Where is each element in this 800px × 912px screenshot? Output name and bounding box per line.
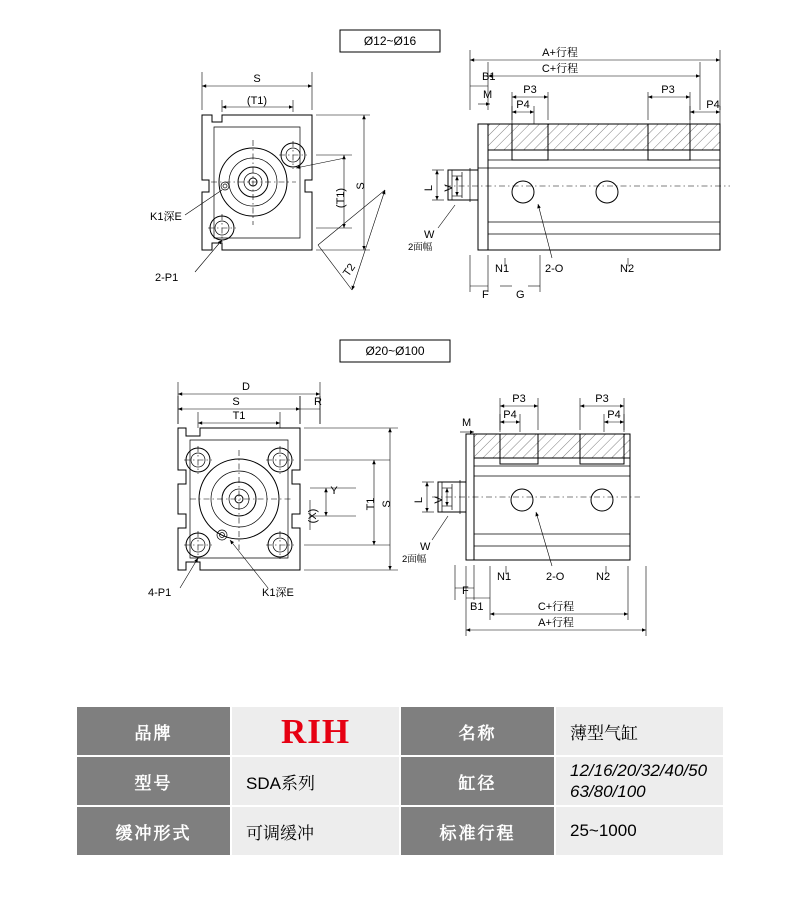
label-2-o-top: 2-O [545,263,564,275]
label-2-face-width-top: 2面幅 [408,242,433,253]
dim-d-bottom: D [242,381,250,393]
dim-a-stroke-bottom: A+行程 [538,617,574,629]
top-side-view [408,45,730,301]
dim-x-bottom: (X) [307,508,319,524]
dim-p3-left-top: P3 [523,84,537,96]
dim-s-right-bottom: S [381,500,393,508]
dim-r-bottom: R [314,396,322,408]
spec-label-bore: 缸径 [400,756,555,806]
label-w-top: W [424,229,435,241]
top-front-view [150,72,385,290]
label-b1-bottom: B1 [470,601,484,613]
spec-value-cushion: 可调缓冲 [231,806,400,856]
dim-c-stroke-bottom: C+行程 [537,601,575,613]
spec-value-standard-stroke: 25~1000 [555,806,724,856]
dim-t1-right-bottom: T1 [365,497,377,511]
label-f-top: F [482,289,489,301]
label-k1-depth-e-top: K1深E [150,211,182,223]
spec-label-name: 名称 [400,706,555,756]
section-title-top [340,30,440,52]
dim-t1-top: (T1) [246,95,268,107]
label-n2-bottom: N2 [596,571,611,583]
label-n1-bottom: N1 [497,571,512,583]
dim-p4-right-bottom: P4 [607,409,621,421]
label-n2-top: N2 [620,263,635,275]
dim-l-top: L [423,184,435,192]
section-title-bottom-label: Ø20~Ø100 [365,344,425,358]
dim-s-top: S [253,73,261,85]
table-row [76,806,724,856]
spec-table [75,705,725,857]
spec-value-name: 薄型气缸 [555,706,724,756]
label-b1-top: B1 [482,71,496,83]
dim-p3-right-top: P3 [661,84,675,96]
section-title-bottom [340,340,450,362]
dim-t2: T2 [340,261,359,279]
dim-l-bottom: L [413,496,425,504]
dim-p4-right-top: P4 [706,99,720,111]
dim-p4-left-bottom: P4 [503,409,517,421]
brand-logo-text: RIH [280,711,351,751]
label-2-face-width-bottom: 2面幅 [402,554,427,565]
spec-value-brand [231,706,400,756]
spec-label-standard-stroke: 标准行程 [400,806,555,856]
spec-value-bore-line2: 63/80/100 [570,782,646,801]
dim-c-stroke-top: C+行程 [541,63,579,75]
label-k1-depth-e-bottom: K1深E [262,587,294,599]
label-n1-top: N1 [495,263,510,275]
dim-t1-right: (T1) [335,187,347,209]
spec-label-brand: 品牌 [76,706,231,756]
table-row [76,706,724,756]
dim-v-top: V [443,184,455,192]
label-2-p1-top: 2-P1 [155,272,179,284]
section-title-top-label: Ø12~Ø16 [363,34,417,48]
dim-s-bottom: S [232,396,240,408]
spec-value-bore-line1: 12/16/20/32/40/50 [570,760,708,780]
label-g-top: G [516,289,525,301]
label-w-bottom: W [420,541,431,553]
bottom-front-view [148,381,398,599]
dim-p3-left-bottom: P3 [512,393,526,405]
label-m-bottom: M [462,417,472,429]
table-row [76,756,724,806]
label-2-o-bottom: 2-O [546,571,565,583]
dim-t1-top-bottom: T1 [232,410,246,422]
bottom-side-view [402,393,646,636]
spec-value-bore [555,756,724,806]
dim-a-stroke-top: A+行程 [542,47,578,59]
spec-label-model: 型号 [76,756,231,806]
dim-p4-left-top: P4 [516,99,530,111]
spec-label-cushion: 缓冲形式 [76,806,231,856]
dim-p3-right-bottom: P3 [595,393,609,405]
label-f-bottom: F [462,585,469,597]
dim-v-bottom: V [433,496,445,504]
label-m-top: M [483,89,493,101]
label-4-p1-bottom: 4-P1 [148,587,172,599]
dim-s-right: S [355,182,367,190]
spec-value-model: SDA系列 [231,756,400,806]
dim-y-bottom: Y [330,485,338,497]
